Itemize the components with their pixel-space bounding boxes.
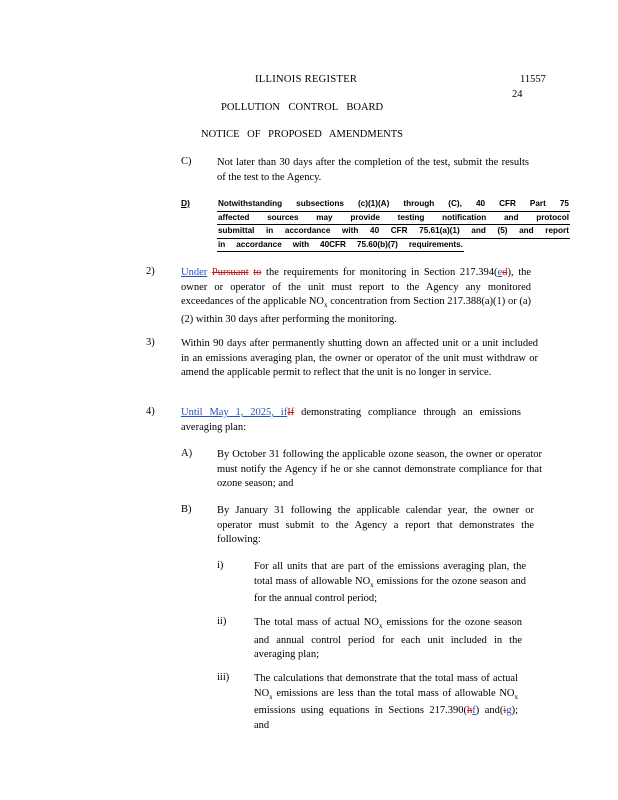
item-d-word: (c)(1)(A) (357, 199, 390, 208)
item-d-word: 75 (559, 199, 569, 208)
item-d-word: 75.60(b)(7) (356, 239, 398, 249)
deleted-text: i (503, 705, 507, 717)
item-d-word: 40 (475, 199, 486, 208)
board-title: POLLUTION CONTROL BOARD (221, 102, 384, 113)
body-text: concentration from Section 217.388(a)(1) or (a)(2) within 30 days after performing the monitoring. (181, 296, 532, 325)
item-ii-label: ii) (217, 616, 227, 627)
item-d-line (217, 239, 464, 253)
subscript: x (324, 301, 328, 310)
item-ii-text (254, 616, 522, 663)
inserted-text: f (472, 705, 476, 717)
body-text: ) and( (475, 705, 504, 717)
item-d-word: with (292, 239, 310, 249)
item-d-word: protocol (536, 212, 569, 222)
issue-number: 24 (512, 89, 523, 100)
item-d-word: and (503, 212, 519, 222)
deleted-text: Pursuant (211, 267, 249, 278)
item-3-label: 3) (146, 337, 155, 348)
item-d-line (217, 225, 570, 239)
item-d-word: affected (218, 212, 250, 222)
deleted-text: d (502, 267, 508, 278)
page-number: 11557 (520, 74, 546, 85)
body-text: emissions for the ozone season and annual control period for each unit included in the averaging plan; (254, 617, 522, 661)
item-d-word: accordance (236, 239, 282, 249)
item-4b-label: B) (181, 504, 192, 515)
inserted-text: Until May 1, 2025, if (181, 407, 288, 418)
body-text: For all units that are part of the emissions averaging plan, the total mass of allowable NO (254, 561, 526, 587)
body-text: demonstrating compliance through an emissions averaging plan: (181, 407, 522, 433)
item-d-word: 40CFR (320, 239, 346, 249)
inserted-text: e (497, 267, 503, 278)
item-d-word: CFR (390, 226, 408, 235)
inserted-text: g (506, 705, 512, 717)
item-d-word: notification (442, 212, 487, 222)
deleted-text: to (253, 267, 262, 278)
item-i-text (254, 560, 526, 607)
item-2-label: 2) (146, 266, 155, 277)
item-i-label: i) (217, 560, 224, 571)
deleted-text: If (287, 407, 295, 418)
register-title: ILLINOIS REGISTER (255, 74, 358, 85)
item-d-label: D) (181, 198, 190, 208)
body-text: The total mass of actual NO (254, 617, 379, 628)
body-text: emissions are less than the total mass of allowable NO (276, 687, 515, 699)
body-text: emissions using equations in Sections 217.390( (254, 705, 468, 717)
item-4-text (181, 406, 521, 435)
item-d-word: through (403, 199, 435, 208)
body-text: The calculations that demonstrate that the total mass of actual NO (254, 673, 518, 699)
item-d-word: 40 (370, 226, 380, 235)
item-d-word: requirements. (408, 239, 463, 249)
item-d-line (217, 212, 570, 226)
subscript: x (269, 692, 273, 701)
item-d-word: and (519, 226, 534, 235)
subscript: x (370, 580, 374, 589)
subscript: x (378, 622, 383, 631)
item-d-word: Part (529, 199, 546, 208)
item-4a-text: By October 31 following the applicable ozone season, the owner or operator must notify the Agency if he or she cannot demonstrate compliance for that ozone season; and (217, 449, 542, 489)
item-iii-text (254, 672, 518, 733)
item-d-word: in (218, 239, 226, 249)
item-d-inserted-block (217, 198, 570, 252)
item-2-text (181, 266, 531, 327)
body-text: the requirements for monitoring in Section 217.394( (266, 267, 498, 278)
item-3-text: Within 90 days after permanently shutting down an affected unit or a unit included in an emissions averaging plan, the owner or operator of the unit must withdraw or amend the applicable permit to reflect that the unit is no longer in service. (181, 338, 538, 378)
item-d-word: testing (397, 212, 425, 222)
item-4b-text: By January 31 following the applicable calendar year, the owner or operator must submit to the Agency a report that demonstrates the following: (217, 505, 534, 545)
item-d-word: (C), (448, 199, 462, 208)
item-4-label: 4) (146, 406, 155, 417)
item-d-word: with (342, 226, 359, 235)
item-d-word: and (471, 226, 486, 235)
item-c-label: C) (181, 156, 192, 167)
item-d-word: report (545, 226, 569, 235)
subscript: x (514, 692, 518, 701)
item-d-word: submittal (218, 226, 255, 235)
item-d-word: CFR (499, 199, 516, 208)
item-c-text: Not later than 30 days after the completion of the test, submit the results of the test to the Agency. (217, 157, 529, 183)
body-text: emissions for the ozone season and for the annual control period; (254, 575, 527, 605)
item-d-word: may (316, 212, 333, 222)
item-d-word: in (266, 226, 274, 235)
item-d-word: (5) (497, 226, 508, 235)
inserted-text: Under (181, 267, 208, 278)
body-text: ); and (254, 705, 518, 731)
item-d-word: sources (267, 212, 299, 222)
item-d-word: subsections (296, 199, 344, 208)
item-d-word: Notwithstanding (218, 199, 283, 208)
item-4a-label: A) (181, 448, 193, 459)
item-d-word: 75.61(a)(1) (419, 226, 460, 235)
item-d-line (217, 198, 570, 212)
deleted-text: h (467, 705, 473, 717)
notice-title: NOTICE OF PROPOSED AMENDMENTS (201, 129, 403, 140)
body-text: ), the owner or operator of the unit must report to the Agency any monitored exceedances of the applicable NO (181, 267, 532, 307)
item-d-word: accordance (284, 226, 331, 235)
item-d-word: provide (350, 212, 380, 222)
item-iii-label: iii) (217, 672, 230, 683)
